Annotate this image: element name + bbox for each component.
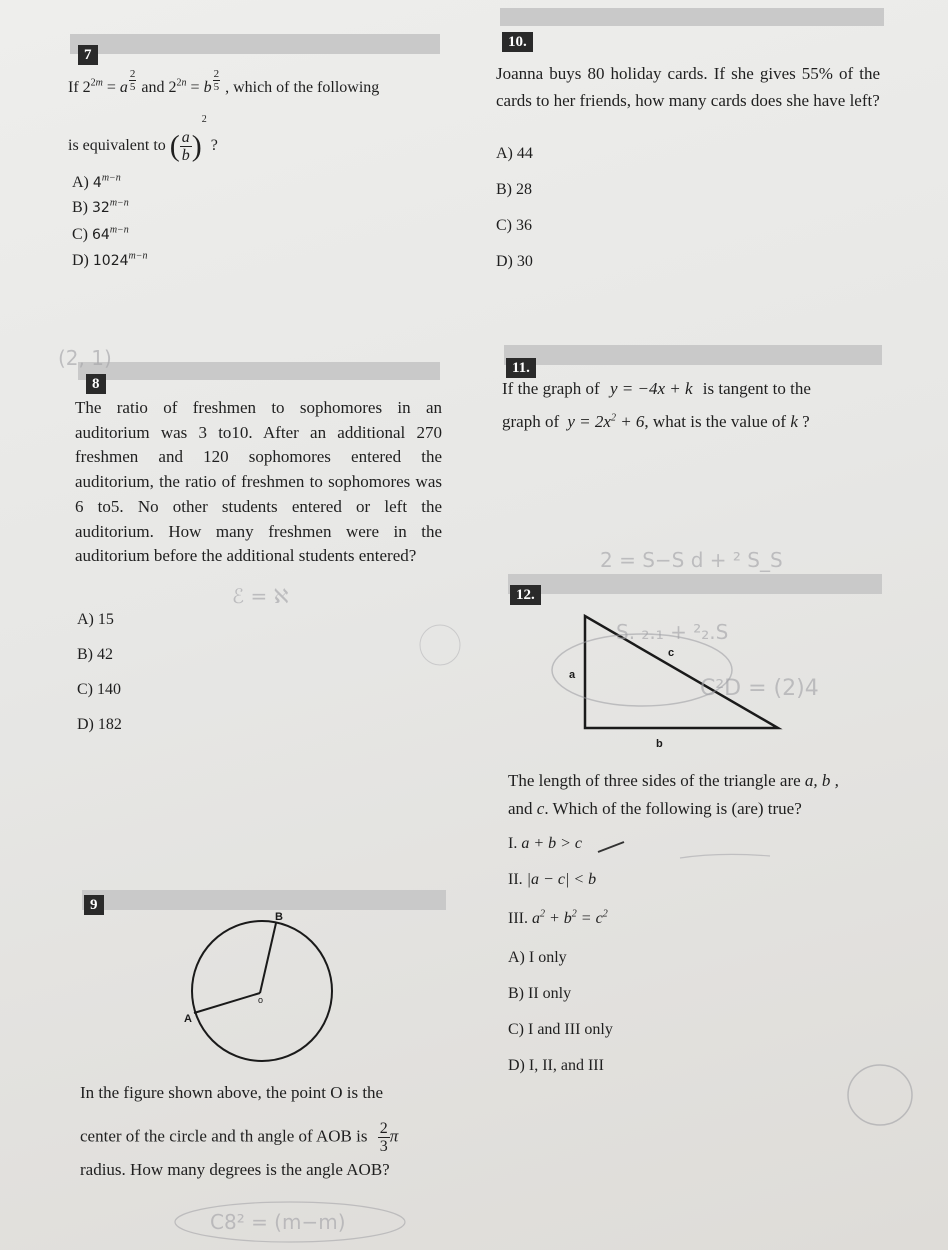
q7-number: 7 xyxy=(78,45,98,65)
q9-line2: center of the circle and th angle of AOB is $\frac{2}{3}$ π xyxy=(80,1120,399,1155)
q12-statement-2: II. |a − c| < b xyxy=(508,871,597,888)
q8-option-b[interactable]: B) 42 xyxy=(77,646,113,663)
q7-expression: ( $\frac{a}{b}$ )$^2$ xyxy=(169,114,207,164)
pencil-note-q12: S. ₂.₁ + ²₂.S xyxy=(616,620,729,644)
q12-stem-line2: and c. Which of the following is (are) true? xyxy=(508,799,802,818)
q7-stem-line1 xyxy=(68,68,448,100)
q10-header-bar xyxy=(500,8,884,26)
q11-line-equation: y = −4x + k xyxy=(609,379,693,398)
pencil-note-q12b: C²D = (2)4 xyxy=(700,676,819,701)
q8-option-a[interactable]: A) 15 xyxy=(77,611,114,628)
q11-header-bar xyxy=(504,345,882,365)
q8-header-bar xyxy=(78,362,440,380)
q11-line1 xyxy=(502,377,882,401)
q11-tangent-text: is tangent to the xyxy=(702,379,811,398)
pencil-note-q9: C8² = (m−m) xyxy=(210,1210,346,1234)
q7-equivalent: is equivalent to xyxy=(68,137,166,154)
q7-which: , which of the following xyxy=(225,79,380,96)
q8-option-d[interactable]: D) 182 xyxy=(77,716,122,733)
q11-graph-text: graph of xyxy=(502,412,560,431)
q7-and: and xyxy=(141,79,165,96)
pencil-note-q11: 2 = S−S d + ² S_S xyxy=(600,548,783,572)
q9-number: 9 xyxy=(84,895,104,915)
q10-option-a[interactable]: A) 44 xyxy=(496,145,533,162)
q11-line2 xyxy=(502,410,882,434)
q12-header-bar xyxy=(508,574,882,594)
q7-option-b[interactable]: B) $32^{m-n}$ xyxy=(72,197,129,216)
q10-number: 10. xyxy=(502,32,533,52)
q10-option-b[interactable]: B) 28 xyxy=(496,181,532,198)
q7-if: If xyxy=(68,79,79,96)
q9-fraction: $\frac{2}{3}$ xyxy=(379,1120,388,1155)
q7-qmark: ? xyxy=(210,137,218,154)
q12-statement-1: I. a + b > c xyxy=(508,835,583,852)
q9-label-o: o xyxy=(258,995,264,1005)
q11-value-text: , what is the value of xyxy=(644,412,787,431)
q9-label-a: A xyxy=(184,1013,192,1025)
q9-radius-oa xyxy=(194,993,260,1013)
q12-number: 12. xyxy=(510,585,541,605)
q11-number: 11. xyxy=(506,358,536,378)
q12-option-b[interactable]: B) II only xyxy=(508,985,572,1002)
q7-equation-1: $2^{2m} = a$ $\frac{2}{5}$ xyxy=(82,68,136,96)
q11-k: k xyxy=(790,412,798,431)
q9-line3: radius. How many degrees is the angle AOB? xyxy=(80,1160,390,1179)
q8-question-text: The ratio of freshmen to sophomores in an auditorium was 3 to10. After an additional 270 freshmen and 120 sophomores entered the auditorium, the ratio of freshmen to sophomores was 6 to5. No other students entered or left the auditorium. How many freshmen were in the auditorium before the additional students entered? xyxy=(75,398,442,566)
q9-line1: In the figure shown above, the point O is the xyxy=(80,1083,384,1102)
q12-label-b: b xyxy=(656,738,663,750)
q11-parabola-equation: $y = 2x^2 + 6$ xyxy=(567,412,645,431)
pencil-note-top: (2, 1) xyxy=(58,346,112,370)
q11-if-text: If the graph of xyxy=(502,379,600,398)
q7-option-c[interactable]: C) $64^{m-n}$ xyxy=(72,224,129,243)
q9-radius-ob xyxy=(260,923,276,993)
q10-option-c[interactable]: C) 36 xyxy=(496,217,532,234)
q12-label-a: a xyxy=(569,669,576,681)
q12-option-d[interactable]: D) I, II, and III xyxy=(508,1057,604,1074)
q7-option-a[interactable]: A) $4^{m-n}$ xyxy=(72,172,121,191)
q12-option-c[interactable]: C) I and III only xyxy=(508,1021,613,1038)
q7-equation-2: $2^{2n} = b$ $\frac{2}{5}$ xyxy=(168,68,220,96)
q9-label-b: B xyxy=(275,911,283,923)
q10-option-d[interactable]: D) 30 xyxy=(496,253,533,270)
q12-option-a[interactable]: A) I only xyxy=(508,949,567,966)
q12-label-c: c xyxy=(668,647,675,659)
q7-stem-line2 xyxy=(68,114,448,164)
q7-option-d[interactable]: D) $1024^{m-n}$ xyxy=(72,250,148,269)
q8-number: 8 xyxy=(86,374,106,394)
pencil-note-q8: ℰ = ℵ xyxy=(232,584,289,608)
q12-stem-line1: The length of three sides of the triangle are a, b , xyxy=(508,771,839,790)
q8-option-c[interactable]: C) 140 xyxy=(77,681,121,698)
q9-circle-figure xyxy=(180,905,350,1070)
q12-statement-3: III. $a^2 + b^2 = c^2$ xyxy=(508,908,608,927)
q11-qmark: ? xyxy=(802,412,810,431)
q9-circle xyxy=(192,921,332,1061)
q7-header-bar xyxy=(70,34,440,54)
q10-question-text: Joanna buys 80 holiday cards. If she gives 55% of the cards to her friends, how many cards does she have left? xyxy=(496,64,880,110)
